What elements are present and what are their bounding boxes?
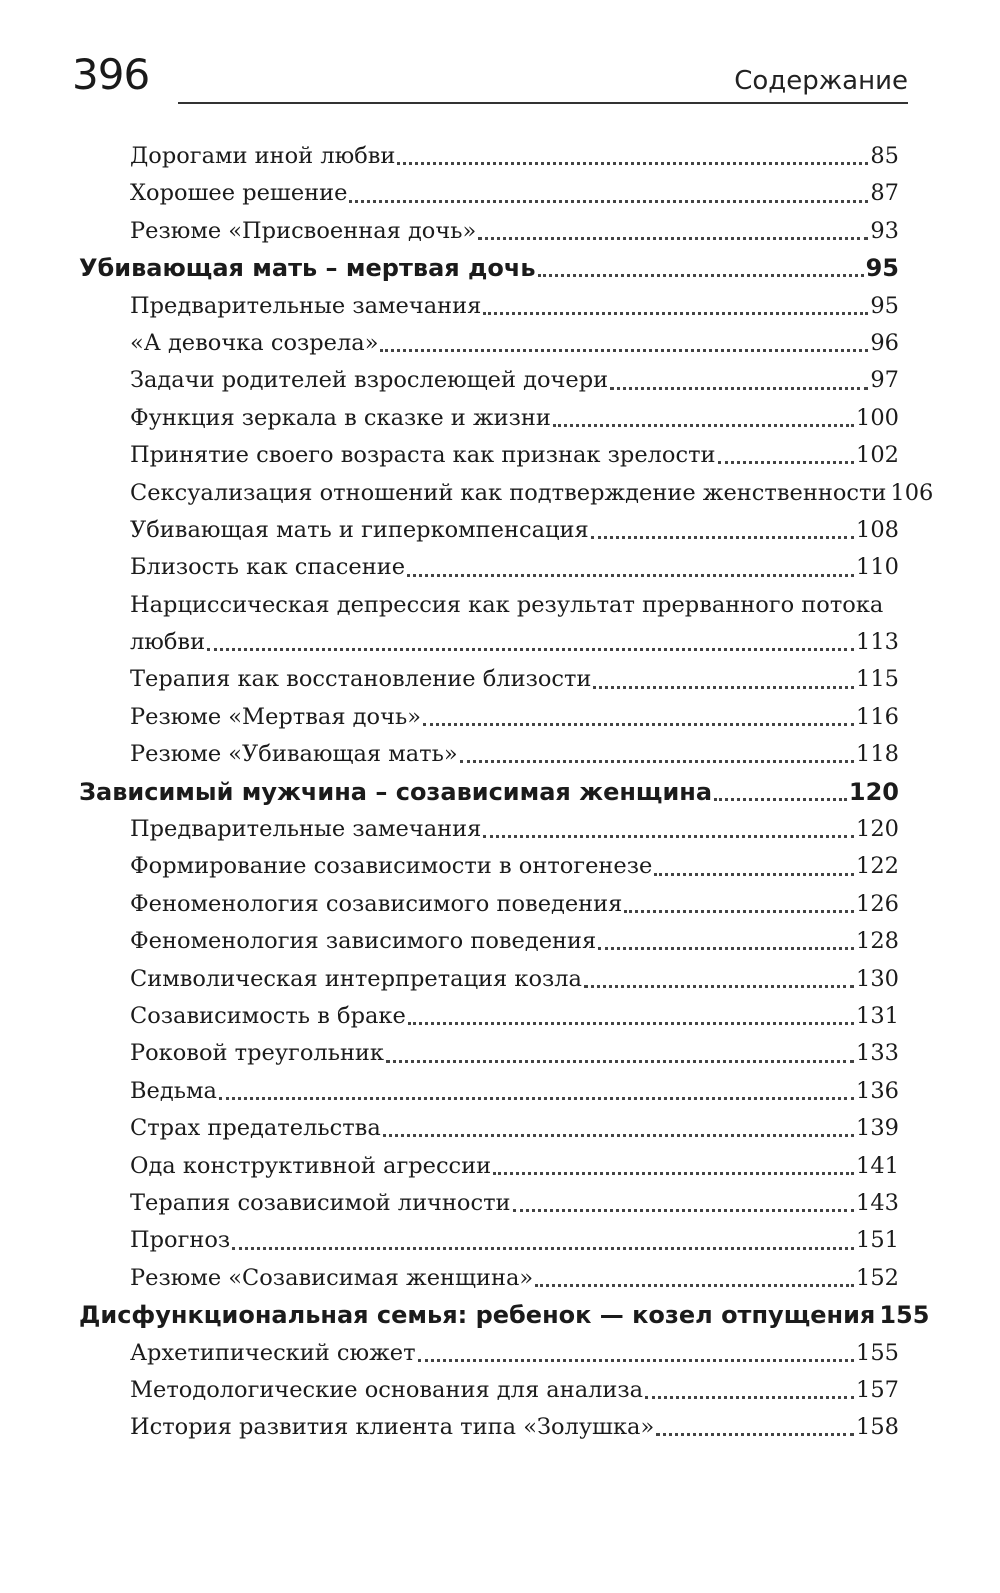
toc-entry-page: 95 — [870, 292, 899, 319]
toc-entry-title: Прогноз — [130, 1227, 231, 1254]
toc-entry-page: 85 — [870, 143, 899, 169]
toc-entry-page: 158 — [856, 1414, 899, 1441]
toc-entry-title: Убивающая мать – мертвая дочь — [79, 254, 536, 283]
toc-entry-title: История развития клиента типа «Золушка» — [130, 1414, 655, 1441]
toc-entry — [0, 1335, 1000, 1372]
toc-entry-page: 122 — [856, 853, 899, 880]
dot-leader — [538, 274, 864, 277]
dot-leader — [645, 1396, 854, 1399]
dot-leader — [624, 910, 854, 913]
toc-entry — [0, 1035, 1000, 1072]
dot-leader — [483, 312, 868, 315]
dot-leader — [383, 1134, 854, 1137]
toc-entry — [0, 138, 1000, 175]
toc-entry — [0, 587, 1000, 624]
dot-leader — [610, 387, 868, 390]
toc-entry-title: Формирование созависимости в онтогенезе — [130, 853, 653, 880]
toc-entry — [0, 1222, 1000, 1259]
toc-entry-title: Функция зеркала в сказке и жизни — [130, 404, 551, 431]
toc-entry-title: Сексуализация отношений как подтверждение женственности — [130, 479, 887, 506]
page-number: 396 — [72, 50, 150, 99]
toc-entry-page: 155 — [856, 1339, 899, 1366]
toc-entry — [0, 1073, 1000, 1110]
toc-entry-page: 110 — [856, 554, 899, 581]
toc-entry — [0, 736, 1000, 773]
dot-leader — [535, 1284, 854, 1287]
toc-entry-page: 102 — [856, 442, 899, 469]
toc-entry — [0, 1185, 1000, 1222]
dot-leader — [418, 1359, 855, 1362]
toc-entry-title: Предварительные замечания — [130, 292, 482, 319]
toc-entry — [0, 1110, 1000, 1147]
header-rule — [178, 102, 908, 104]
toc-entry — [0, 661, 1000, 698]
toc-entry-page: 100 — [856, 404, 899, 431]
toc-entry-page: 116 — [856, 703, 899, 730]
dot-leader — [714, 798, 847, 801]
dot-leader — [654, 873, 854, 876]
toc-entry-title: Задачи родителей взрослеющей дочери — [130, 367, 609, 394]
toc-entry-page: 120 — [856, 816, 899, 843]
toc-entry — [0, 325, 1000, 362]
toc-entry-page: 143 — [856, 1189, 899, 1216]
toc-chapter-entry — [0, 250, 1000, 287]
toc-entry-title: Созависимость в браке — [130, 1002, 406, 1029]
dot-leader — [408, 1022, 854, 1025]
toc-entry — [0, 1148, 1000, 1185]
toc-entry-page: 131 — [856, 1002, 899, 1029]
toc-entry-title: Дорогами иной любви — [130, 143, 396, 169]
toc-entry — [0, 400, 1000, 437]
dot-leader — [386, 1060, 854, 1063]
toc-entry-page: 130 — [856, 965, 899, 992]
dot-leader — [207, 648, 854, 651]
dot-leader — [591, 536, 854, 539]
dot-leader — [598, 947, 854, 950]
toc-entry — [0, 213, 1000, 250]
toc-entry-page: 133 — [856, 1040, 899, 1067]
dot-leader — [483, 835, 854, 838]
dot-leader — [349, 200, 868, 203]
toc-entry-title: Роковой треугольник — [130, 1040, 384, 1067]
dot-leader — [656, 1433, 854, 1436]
toc-entry-title: «А девочка созрела» — [130, 329, 379, 356]
toc-entry-page: 126 — [856, 890, 899, 917]
toc-entry — [0, 811, 1000, 848]
toc-entry-title: Резюме «Мертвая дочь» — [130, 703, 421, 730]
toc-entry-title: Близость как спасение — [130, 554, 406, 581]
toc-entry — [0, 848, 1000, 885]
toc-entry — [0, 437, 1000, 474]
dot-leader — [423, 723, 854, 726]
toc-entry-page: 96 — [870, 329, 899, 356]
toc-chapter-entry — [0, 1297, 1000, 1334]
toc-entry-title: Ведьма — [130, 1077, 217, 1104]
toc-entry-page: 136 — [856, 1077, 899, 1104]
dot-leader — [584, 985, 854, 988]
toc-entry-title: Хорошее решение — [130, 180, 348, 207]
toc-entry — [0, 1260, 1000, 1297]
toc-entry-title: Дисфункциональная семья: ребенок — козел отпущения — [79, 1301, 876, 1330]
table-of-contents — [0, 138, 1000, 1447]
toc-entry-title: Предварительные замечания — [130, 816, 482, 843]
toc-entry-page: 113 — [856, 629, 899, 656]
toc-entry-page: 108 — [856, 516, 899, 543]
dot-leader — [478, 237, 868, 240]
toc-entry-title: Резюме «Присвоенная дочь» — [130, 217, 477, 244]
toc-entry-title: Символическая интерпретация козла — [130, 965, 582, 992]
toc-entry-page: 151 — [856, 1227, 899, 1254]
dot-leader — [718, 461, 855, 464]
toc-entry-title: Феноменология зависимого поведения — [130, 928, 597, 955]
toc-entry — [0, 998, 1000, 1035]
running-title: Содержание — [734, 66, 908, 96]
toc-entry — [0, 1372, 1000, 1409]
dot-leader — [380, 349, 868, 352]
dot-leader — [593, 686, 854, 689]
toc-entry-title: Убивающая мать и гиперкомпенсация — [130, 516, 589, 543]
toc-entry — [0, 475, 1000, 512]
toc-entry — [0, 175, 1000, 212]
toc-entry-page: 141 — [856, 1152, 899, 1179]
toc-entry-page: 152 — [856, 1264, 899, 1291]
toc-entry-page: 115 — [856, 666, 899, 693]
toc-entry-title: Принятие своего возраста как признак зрелости — [130, 442, 716, 469]
toc-entry-page: 155 — [879, 1301, 930, 1330]
toc-entry-title: Резюме «Созависимая женщина» — [130, 1264, 534, 1291]
toc-entry-page: 139 — [856, 1115, 899, 1142]
toc-entry-title: Резюме «Убивающая мать» — [130, 741, 458, 768]
toc-entry-title: Методологические основания для анализа — [130, 1376, 644, 1403]
toc-entry-page: 93 — [870, 217, 899, 244]
toc-entry-page: 120 — [848, 777, 899, 806]
toc-entry-page: 97 — [870, 367, 899, 394]
dot-leader — [553, 424, 854, 427]
toc-entry-page: 128 — [856, 928, 899, 955]
toc-entry-title: любви — [130, 629, 206, 656]
toc-entry-page: 87 — [870, 180, 899, 207]
toc-entry-title: Архетипический сюжет — [130, 1339, 416, 1366]
toc-entry — [0, 961, 1000, 998]
toc-entry — [0, 512, 1000, 549]
dot-leader — [460, 760, 854, 763]
dot-leader — [232, 1247, 854, 1250]
toc-entry — [0, 362, 1000, 399]
toc-entry — [0, 624, 1000, 661]
toc-entry-page: 157 — [856, 1376, 899, 1403]
dot-leader — [397, 162, 868, 165]
toc-entry-title: Терапия созависимой личности — [130, 1189, 511, 1216]
toc-entry — [0, 549, 1000, 586]
dot-leader — [513, 1209, 855, 1212]
toc-entry — [0, 1409, 1000, 1446]
dot-leader — [407, 574, 854, 577]
toc-entry-title: Терапия как восстановление близости — [130, 666, 592, 693]
toc-chapter-entry — [0, 774, 1000, 811]
toc-entry — [0, 886, 1000, 923]
dot-leader — [219, 1097, 854, 1100]
toc-entry-title: Страх предательства — [130, 1115, 381, 1142]
toc-entry-title: Ода конструктивной агрессии — [130, 1152, 492, 1179]
toc-entry-page: 118 — [856, 741, 899, 768]
toc-entry-page: 95 — [865, 254, 899, 283]
toc-entry-title: Нарциссическая депрессия как результат прерванного потока — [130, 591, 884, 618]
toc-entry — [0, 699, 1000, 736]
toc-entry-title: Феноменология созависимого поведения — [130, 890, 623, 917]
toc-entry-page: 106 — [890, 479, 934, 506]
toc-entry — [0, 923, 1000, 960]
dot-leader — [493, 1172, 854, 1175]
toc-entry-title: Зависимый мужчина – созависимая женщина — [79, 777, 713, 806]
toc-entry — [0, 288, 1000, 325]
